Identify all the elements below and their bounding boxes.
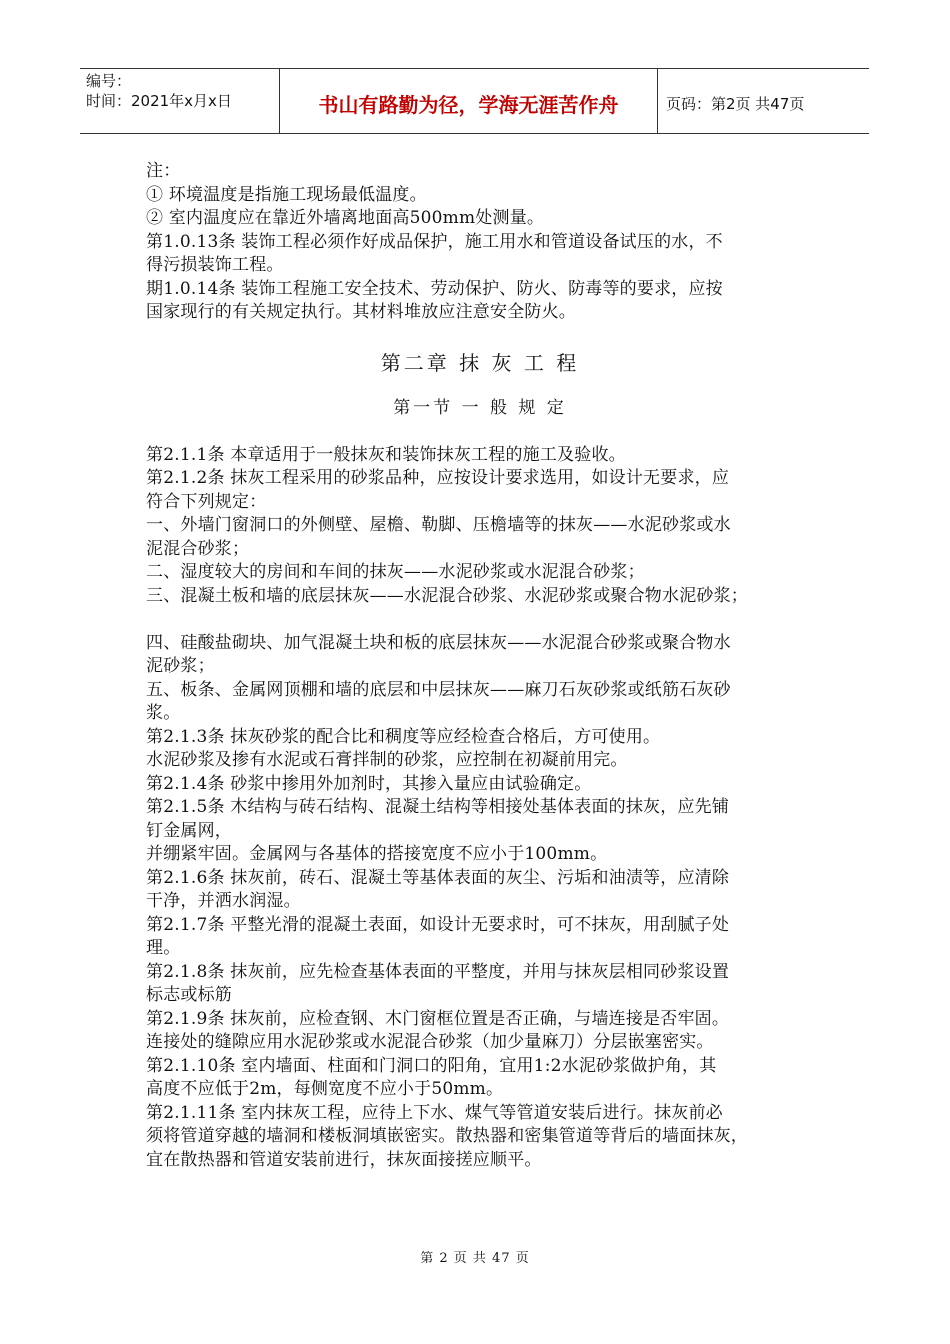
- text-line: 第2.1.2条 抹灰工程采用的砂浆品种，应按设计要求选用，如设计无要求，应: [146, 468, 730, 488]
- text-line: ② 室内温度应在靠近外墙离地面高500mm处测量。: [146, 208, 545, 228]
- header-meta: [80, 69, 280, 133]
- page-footer: 第 2 页 共 47 页: [420, 1251, 530, 1266]
- document-time-label: 时间：2021年x月x日: [86, 92, 232, 110]
- document-body: [146, 160, 814, 1172]
- text-line: 泥砂浆；: [146, 656, 215, 676]
- text-line: 连接处的缝隙应用水泥砂浆或水泥混合砂浆（加少量麻刀）分层嵌塞密实。: [146, 1032, 714, 1052]
- text-line: 钉金属网，: [146, 820, 232, 841]
- text-line: 第2.1.9条 抹灰前，应检查钢、木门窗框位置是否正确，与墙连接是否牢固。: [146, 1008, 730, 1029]
- text-line: 国家现行的有关规定执行。其材料堆放应注意安全防火。: [146, 302, 576, 322]
- text-line: 第2.1.4条 砂浆中掺用外加剂时，其掺入量应由试验确定。: [146, 773, 592, 794]
- text-line: 并绷紧牢固。金属网与各基体的搭接宽度不应小于100mm。: [146, 844, 608, 864]
- text-line: 高度不应低于2m，每侧宽度不应小于50mm。: [146, 1079, 504, 1099]
- intro-notes: [146, 160, 814, 325]
- text-line: 第1.0.13条 装饰工程必须作好成品保护，施工用水和管道设备试压的水，不: [146, 231, 723, 252]
- text-line: 第2.1.5条 木结构与砖石结构、混凝土结构等相接处基体表面的抹灰，应先铺: [146, 797, 730, 817]
- text-line: 第2.1.3条 抹灰砂浆的配合比和稠度等应经检查合格后，方可使用。: [146, 726, 661, 747]
- clauses-part-a: [146, 444, 814, 609]
- header-motto: 书山有路勤为径，学海无涯苦作舟: [280, 69, 658, 133]
- text-line: 得污损装饰工程。: [146, 255, 284, 275]
- text-line: 第2.1.8条 抹灰前，应先检查基体表面的平整度，并用与抹灰层相同砂浆设置: [146, 961, 730, 982]
- text-line: 第2.1.1条 本章适用于一般抹灰和装饰抹灰工程的施工及验收。: [146, 444, 626, 465]
- text-line: 水泥砂浆及掺有水泥或石膏拌制的砂浆，应控制在初凝前用完。: [146, 750, 628, 770]
- page-header: [80, 68, 869, 134]
- document-number-label: 编号：: [86, 72, 132, 90]
- text-line: 理。: [146, 938, 181, 958]
- text-line: 注：: [146, 161, 181, 181]
- text-line: 第2.1.7条 平整光滑的混凝土表面，如设计无要求时，可不抹灰，用刮腻子处: [146, 914, 730, 935]
- text-line: 一、外墙门窗洞口的外侧壁、屋檐、勒脚、压檐墙等的抹灰——水泥砂浆或水: [146, 515, 731, 535]
- text-line: 五、板条、金属网顶棚和墙的底层和中层抹灰——麻刀石灰砂浆或纸筋石灰砂: [146, 679, 731, 700]
- text-line: 宜在散热器和管道安装前进行，抹灰面接搓应顺平。: [146, 1149, 542, 1170]
- text-line: 标志或标筋: [146, 985, 232, 1005]
- text-line: 干净，并洒水润湿。: [146, 891, 301, 911]
- header-page-info: 页码：第2页 共47页: [666, 94, 805, 113]
- text-line: ① 环境温度是指施工现场最低温度。: [146, 184, 427, 205]
- text-line: 第2.1.6条 抹灰前，砖石、混凝土等基体表面的灰尘、污垢和油渍等，应清除: [146, 867, 730, 888]
- text-line: 二、湿度较大的房间和车间的抹灰——水泥砂浆或水泥混合砂浆；: [146, 562, 645, 582]
- text-line: 泥混合砂浆；: [146, 538, 250, 559]
- text-line: 三、混凝土板和墙的底层抹灰——水泥混合砂浆、水泥砂浆或聚合物水泥砂浆；: [146, 585, 748, 606]
- text-line: 四、硅酸盐砌块、加气混凝土块和板的底层抹灰——水泥混合砂浆或聚合物水: [146, 632, 731, 653]
- section-title: 第一节 一 般 规 定: [393, 397, 567, 418]
- chapter-title: 第二章 抹 灰 工 程: [380, 350, 580, 375]
- clauses-part-b: [146, 632, 814, 1173]
- text-line: 符合下列规定：: [146, 491, 267, 512]
- text-line: 期1.0.14条 装饰工程施工安全技术、劳动保护、防火、防毒等的要求，应按: [146, 278, 723, 299]
- text-line: 须将管道穿越的墙洞和楼板洞填嵌密实。散热器和密集管道等背后的墙面抹灰，: [146, 1126, 748, 1146]
- blank-line: [146, 608, 814, 632]
- text-line: 第2.1.10条 室内墙面、柱面和门洞口的阳角，宜用1:2水泥砂浆做护角，其: [146, 1055, 717, 1076]
- text-line: 第2.1.11条 室内抹灰工程，应待上下水、煤气等管道安装后进行。抹灰前必: [146, 1102, 723, 1123]
- text-line: 浆。: [146, 703, 181, 723]
